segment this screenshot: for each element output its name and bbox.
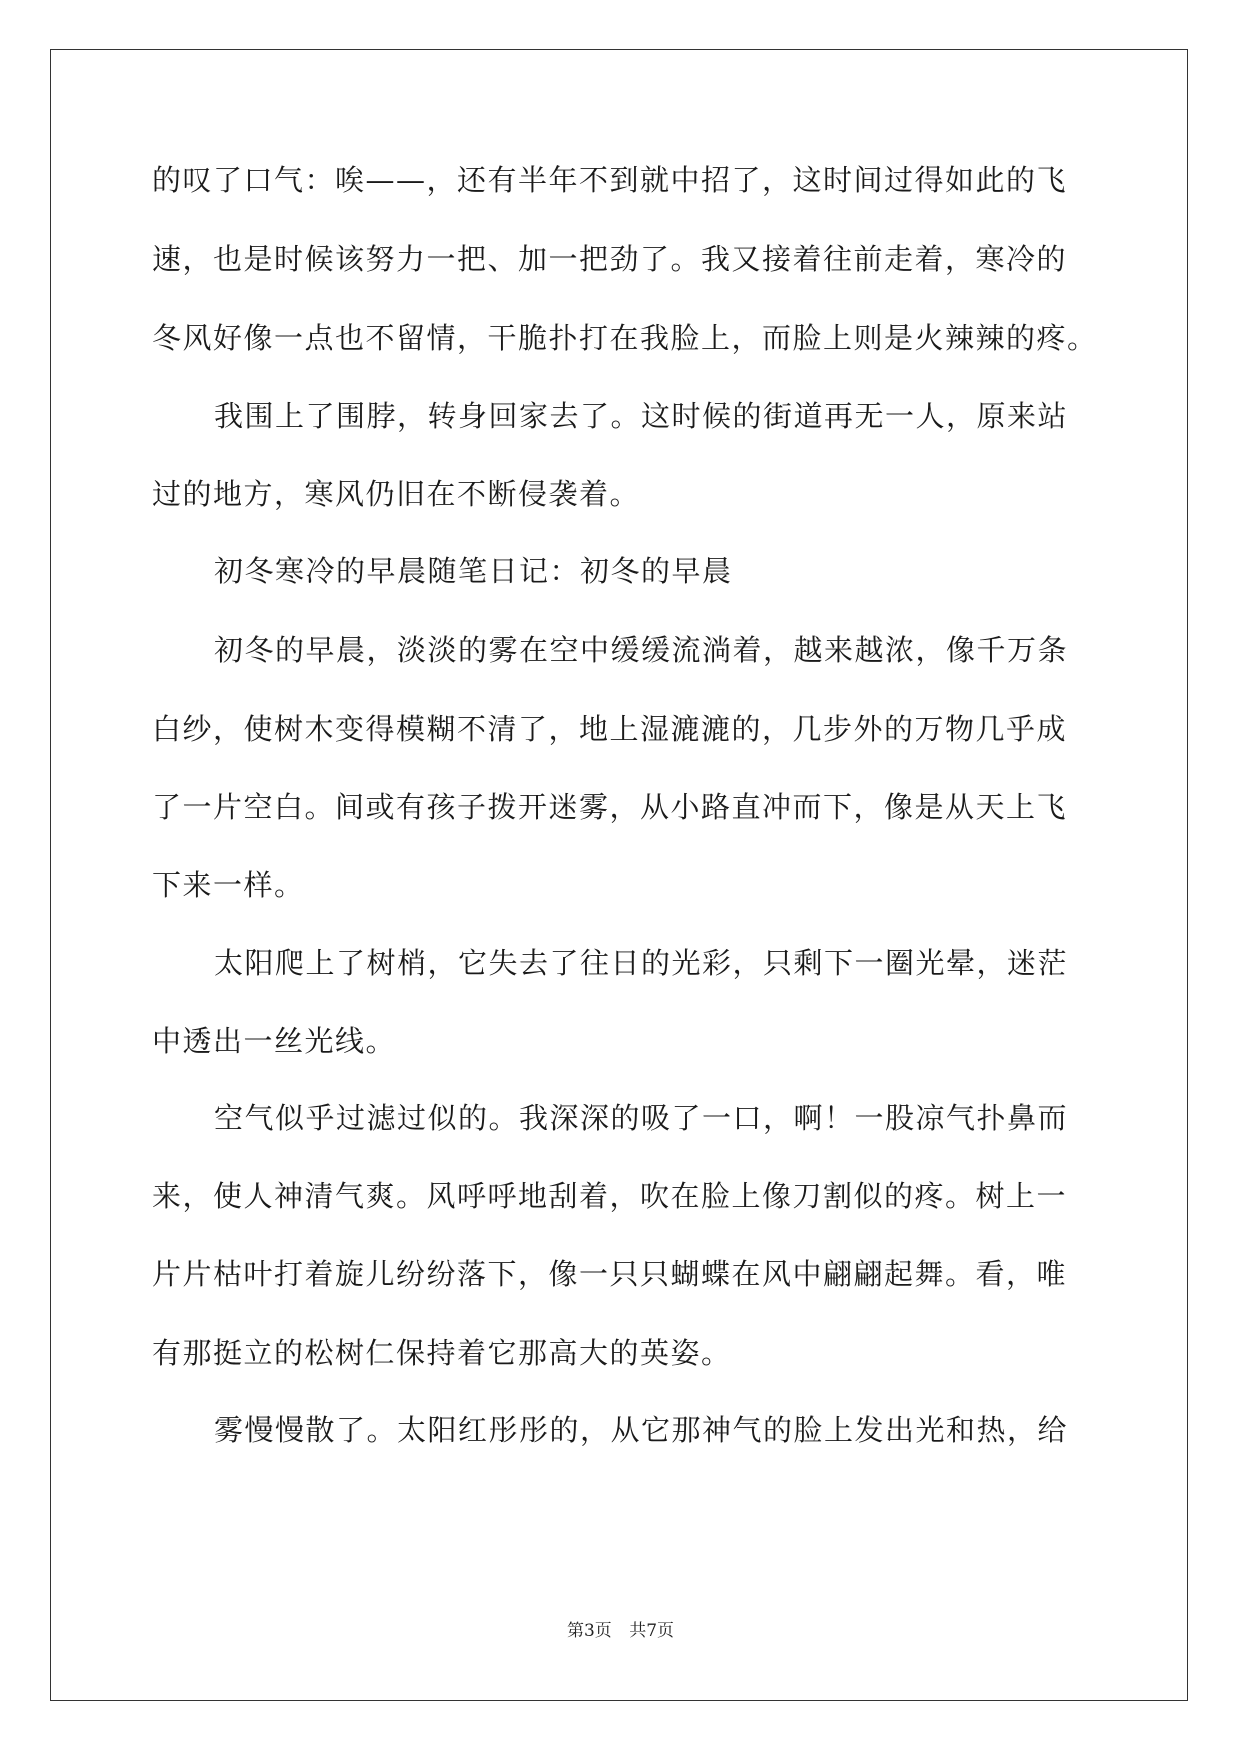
section-heading: 初冬寒冷的早晨随笔日记：初冬的早晨 (214, 554, 733, 588)
text-line: 有那挺立的松树仁保持着它那高大的英姿。 (152, 1336, 732, 1370)
text-line: 过的地方，寒风仍旧在不断侵袭着。 (152, 477, 641, 511)
text-line: 中透出一丝光线。 (152, 1024, 397, 1058)
text-line: 片片枯叶打着旋儿纷纷落下，像一只只蝴蝶在风中翩翩起舞。看，唯 (152, 1257, 1068, 1291)
text-line: 白纱，使树木变得模糊不清了，地上湿漉漉的，几步外的万物几乎成 (152, 712, 1068, 746)
paragraph-first-line: 太阳爬上了树梢，它失去了往日的光彩，只剩下一圈光晕，迷茫 (214, 946, 1069, 980)
paragraph-first-line: 空气似乎过滤过似的。我深深的吸了一口，啊！一股凉气扑鼻而 (214, 1101, 1069, 1135)
paragraph-first-line: 雾慢慢散了。太阳红彤彤的，从它那神气的脸上发出光和热，给 (214, 1413, 1069, 1447)
paragraph-first-line: 我围上了围脖，转身回家去了。这时候的街道再无一人，原来站 (214, 399, 1069, 433)
text-line: 下来一样。 (152, 868, 305, 902)
text-line: 冬风好像一点也不留情，干脆扑打在我脸上，而脸上则是火辣辣的疼。 (152, 321, 1098, 355)
page-number: 第3页 (566, 1621, 612, 1641)
text-line: 速，也是时候该努力一把、加一把劲了。我又接着往前走着，寒冷的 (152, 242, 1068, 276)
text-line: 来，使人神清气爽。风呼呼地刮着，吹在脸上像刀割似的疼。树上一 (152, 1179, 1068, 1213)
page-total: 共7页 (629, 1621, 675, 1641)
paragraph-first-line: 初冬的早晨，淡淡的雾在空中缓缓流淌着，越来越浓，像千万条 (214, 633, 1069, 667)
text-line: 了一片空白。间或有孩子拨开迷雾，从小路直冲而下，像是从天上飞 (152, 790, 1068, 824)
page-footer (0, 1616, 1241, 1641)
text-line: 的叹了口气：唉——，还有半年不到就中招了，这时间过得如此的飞 (152, 163, 1068, 197)
